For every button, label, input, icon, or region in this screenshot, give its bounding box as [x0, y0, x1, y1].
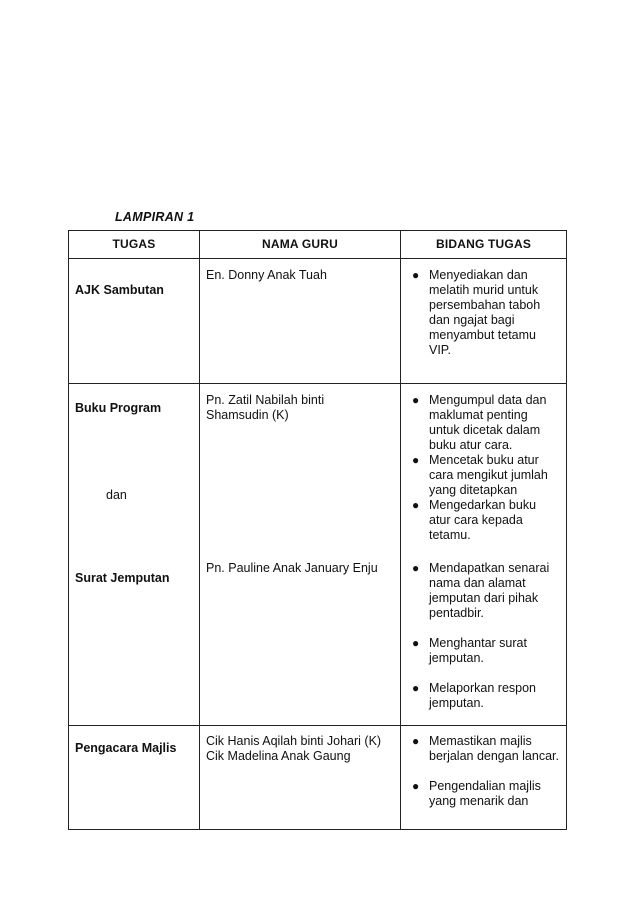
bullet-icon: ●: [412, 779, 420, 793]
duty-cell: [401, 384, 567, 726]
teacher-cell: [200, 726, 401, 830]
table-row: [69, 259, 567, 384]
teacher-name: Cik Madelina Anak Gaung: [206, 749, 351, 763]
teacher-cell: [200, 384, 401, 726]
bullet-icon: ●: [412, 453, 420, 467]
duty-item: ● Mendapatkan senarai nama dan alamat jemputan dari pihak pentadbir.: [412, 561, 550, 620]
task-name: AJK Sambutan: [75, 283, 164, 297]
duty-item: ● Pengendalian majlis yang menarik dan: [412, 779, 541, 808]
duty-item: ● Menyediakan dan melatih murid untuk persembahan taboh dan ngajat bagi menyambut tetamu VIP.: [412, 268, 541, 357]
table-header-row: [69, 231, 567, 259]
column-header-nama-guru: NAMA GURU: [200, 231, 401, 259]
bullet-icon: ●: [412, 734, 420, 748]
teacher-cell: [200, 259, 401, 384]
table-row: [69, 726, 567, 830]
task-connector: dan: [106, 488, 127, 502]
teacher-name: Pn. Zatil Nabilah binti: [206, 393, 325, 407]
attachment-heading: LAMPIRAN 1: [115, 210, 195, 224]
duty-table: [68, 230, 567, 830]
column-header-tugas: TUGAS: [69, 231, 200, 259]
teacher-name: Cik Hanis Aqilah binti Johari (K): [206, 734, 382, 748]
teacher-name: En. Donny Anak Tuah: [206, 268, 327, 282]
bullet-icon: ●: [412, 393, 420, 407]
duty-item: ● Mengumpul data dan maklumat penting untuk dicetak dalam buku atur cara.: [412, 393, 547, 452]
bullet-icon: ●: [412, 561, 420, 575]
column-header-bidang-tugas: BIDANG TUGAS: [401, 231, 567, 259]
duty-item: ● Memastikan majlis berjalan dengan lancar.: [412, 734, 559, 763]
duty-item: ● Menghantar surat jemputan.: [412, 636, 527, 665]
task-cell: [69, 384, 200, 726]
teacher-name: Pn. Pauline Anak January Enju: [206, 561, 378, 575]
bullet-icon: ●: [412, 498, 420, 512]
task-cell: [69, 726, 200, 830]
table-row: [69, 384, 567, 726]
bullet-icon: ●: [412, 636, 420, 650]
bullet-icon: ●: [412, 268, 420, 282]
bullet-icon: ●: [412, 681, 420, 695]
task-cell: [69, 259, 200, 384]
duty-item: ● Mengedarkan buku atur cara kepada tetamu.: [412, 498, 537, 542]
task-name: Pengacara Majlis: [75, 741, 177, 755]
duty-cell: [401, 726, 567, 830]
task-name: Buku Program: [75, 401, 162, 415]
task-name: Surat Jemputan: [75, 571, 170, 585]
teacher-name-cont: Shamsudin (K): [206, 408, 289, 422]
duty-item: ● Mencetak buku atur cara mengikut jumlah yang ditetapkan: [412, 453, 548, 497]
duty-item: ● Melaporkan respon jemputan.: [412, 681, 537, 710]
duty-cell: [401, 259, 567, 384]
